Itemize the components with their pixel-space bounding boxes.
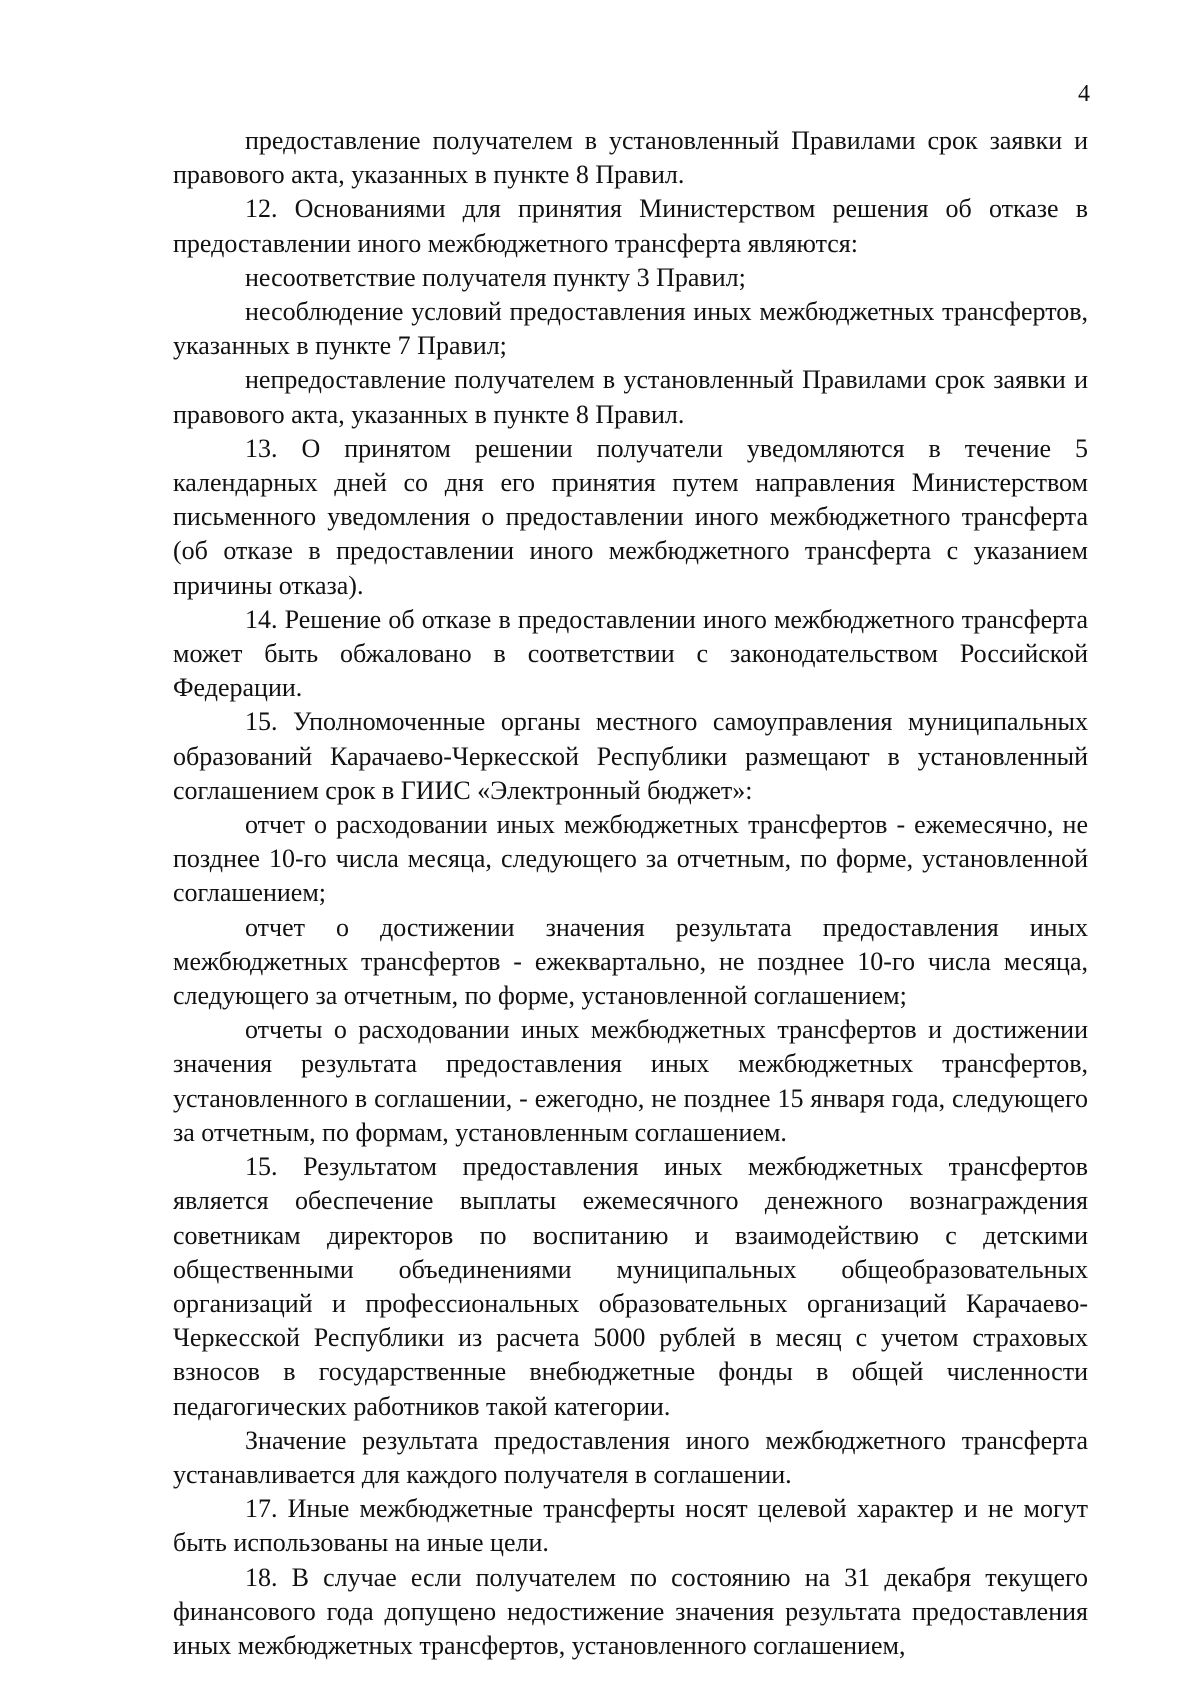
document-body xyxy=(173,124,1088,1663)
paragraph-13: 13. О принятом решении получатели уведомляются в течение 5 календарных дней со дня его принятия путем направления Министерством письменного уведомления о предоставлении иного межбюджетного трансферта (об отказе в предоставлении иного межбюджетного трансферта с указанием причины отказа). xyxy=(173,433,1088,600)
paragraph-18: 18. В случае если получателем по состоянию на 31 декабря текущего финансового года допущено недостижение значения результата предоставления иных межбюджетных трансфертов, установленного соглашением, xyxy=(173,1562,1088,1660)
paragraph-12: 12. Основаниями для принятия Министерством решения об отказе в предоставлении иного межбюджетного трансферта являются: xyxy=(173,194,1088,258)
paragraph-12-item-3: непредоставление получателем в установленный Правилами срок заявки и правового акта, указанных в пункте 8 Правил. xyxy=(173,365,1088,429)
paragraph-12-item-1: несоответствие получателя пункту 3 Правил; xyxy=(245,262,746,292)
paragraph-continuation: предоставление получателем в установленный Правилами срок заявки и правового акта, указанных в пункте 8 Правил. xyxy=(173,126,1088,190)
paragraph-15-result: 15. Результатом предоставления иных межбюджетных трансфертов является обеспечение выплаты ежемесячного денежного вознаграждения советникам директоров по воспитанию и взаимодействию с детскими общественными объединениями муниципальных общеобразовательных организаций и профессиональных образовательных организаций Карачаево-Черкесской Республики из расчета 5000 рублей в месяц с учетом страховых взносов в государственные внебюджетные фонды в общей численности педагогических работников такой категории. xyxy=(173,1152,1088,1421)
paragraph-17: 17. Иные межбюджетные трансферты носят целевой характер и не могут быть использованы на иные цели. xyxy=(173,1494,1088,1558)
paragraph-15-reporting: 15. Уполномоченные органы местного самоуправления муниципальных образований Карачаево-Черкесской Республики размещают в установленный соглашением срок в ГИИС «Электронный бюджет»: xyxy=(173,707,1088,805)
paragraph-12-item-2: несоблюдение условий предоставления иных межбюджетных трансфертов, указанных в пункте 7 Правил; xyxy=(173,297,1088,361)
paragraph-15-item-2: отчет о достижении значения результата предоставления иных межбюджетных трансфертов - ежеквартально, не позднее 10-го числа месяца, следующего за отчетным, по форме, установленной соглашением; xyxy=(173,912,1088,1011)
paragraph-15-item-3: отчеты о расходовании иных межбюджетных трансфертов и достижении значения результата предоставления иных межбюджетных трансфертов, установленного в соглашении, - ежегодно, не позднее 15 января года, следующего за отчетным, по формам, установленным соглашением. xyxy=(173,1015,1088,1147)
paragraph-14: 14. Решение об отказе в предоставлении иного межбюджетного трансферта может быть обжаловано в соответствии с законодательством Российской Федерации. xyxy=(173,604,1088,703)
page-number: 4 xyxy=(1078,81,1090,107)
paragraph-result-value: Значение результата предоставления иного межбюджетного трансферта устанавливается для каждого получателя в соглашении. xyxy=(173,1425,1088,1489)
paragraph-15-item-1: отчет о расходовании иных межбюджетных трансфертов - ежемесячно, не позднее 10-го числа месяца, следующего за отчетным, по форме, установленной соглашением; xyxy=(173,810,1088,908)
